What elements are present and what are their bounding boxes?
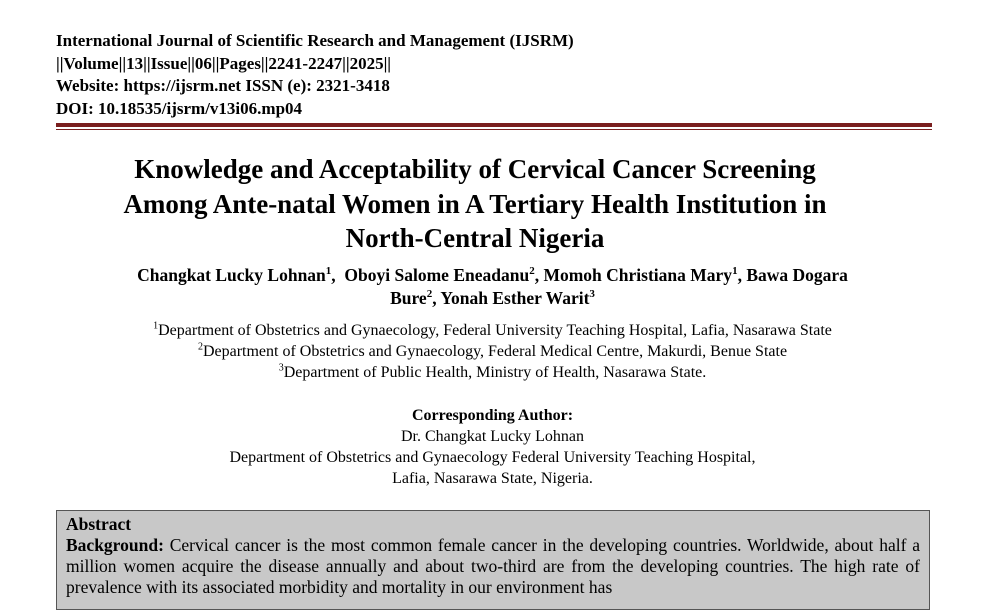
affiliation-item [60,320,925,341]
author-name: Oboyi Salome Eneadanu [344,265,530,285]
abstract-box [56,510,930,610]
header-rule-thick [56,123,932,127]
corresponding-author-block [60,405,925,489]
corresponding-heading: Corresponding Author: [411,407,574,424]
doi: DOI: 10.18535/ijsrm/v13i06.mp04 [56,98,303,118]
author-name: Momoh Christiana Mary [543,265,733,285]
author-affil-mark: 1 [325,265,332,278]
website-issn: Website: https://ijsrm.net ISSN (e): 2321-3418 [56,76,390,95]
paper-title [40,152,910,256]
title-line: Knowledge and Acceptability of Cervical Cancer Screening [134,154,816,184]
journal-header [56,30,936,120]
affiliation-text: Department of Public Health, Ministry of Health, Nasarawa State. [283,364,707,381]
affiliations [60,320,925,383]
corresponding-address: Lafia, Nasarawa State, Nigeria. [392,470,593,487]
affiliation-item [60,362,925,383]
background-label: Background: [66,535,164,555]
affiliation-text: Department of Obstetrics and Gynaecology, Federal Medical Centre, Makurdi, Benue State [202,343,788,360]
author-affil-mark: 1 [732,265,738,278]
author-affil-mark: 3 [589,288,595,301]
author-affil-mark: 2 [529,265,535,278]
affiliation-number: 3 [278,362,284,374]
affiliation-item [60,341,925,362]
volume-issue-pages: ||Volume||13||Issue||06||Pages||2241-2247||2025|| [56,53,392,73]
affiliation-number: 2 [197,341,203,353]
author-name: Changkat Lucky Lohnan [137,265,326,285]
author-name: Yonah Esther Warit [440,288,590,308]
corresponding-address: Department of Obstetrics and Gynaecology Federal University Teaching Hospital, [229,449,756,466]
abstract-background [66,535,920,598]
journal-name: International Journal of Scientific Research and Management (IJSRM) [56,31,574,50]
background-text: Cervical cancer is the most common female cancer in the developing countries. Worldwide, about half a million women acquire the disease annually and about two-third are from the developing countries. The high rate of prevalence with its associated morbidity and mortality in our environment has [66,535,921,597]
title-line: North-Central Nigeria [345,223,605,253]
affiliation-number: 1 [153,320,159,332]
author-list: Changkat Lucky Lohnan$^1$, Oboyi Salome Eneadanu$^2$, Momoh Christiana Mary$^1$, Bawa Dogara Bure$^2$, Yonah Esther Warit$^3$ [137,265,848,308]
header-rule-thin [56,129,932,130]
abstract-heading: Abstract [66,514,132,534]
title-line: Among Ante-natal Women in A Tertiary Health Institution in [123,188,827,219]
affiliation-text: Department of Obstetrics and Gynaecology, Federal University Teaching Hospital, Lafia, Nasarawa State [158,322,832,339]
corresponding-name: Dr. Changkat Lucky Lohnan [400,428,585,445]
author-affil-mark: 2 [426,288,433,301]
